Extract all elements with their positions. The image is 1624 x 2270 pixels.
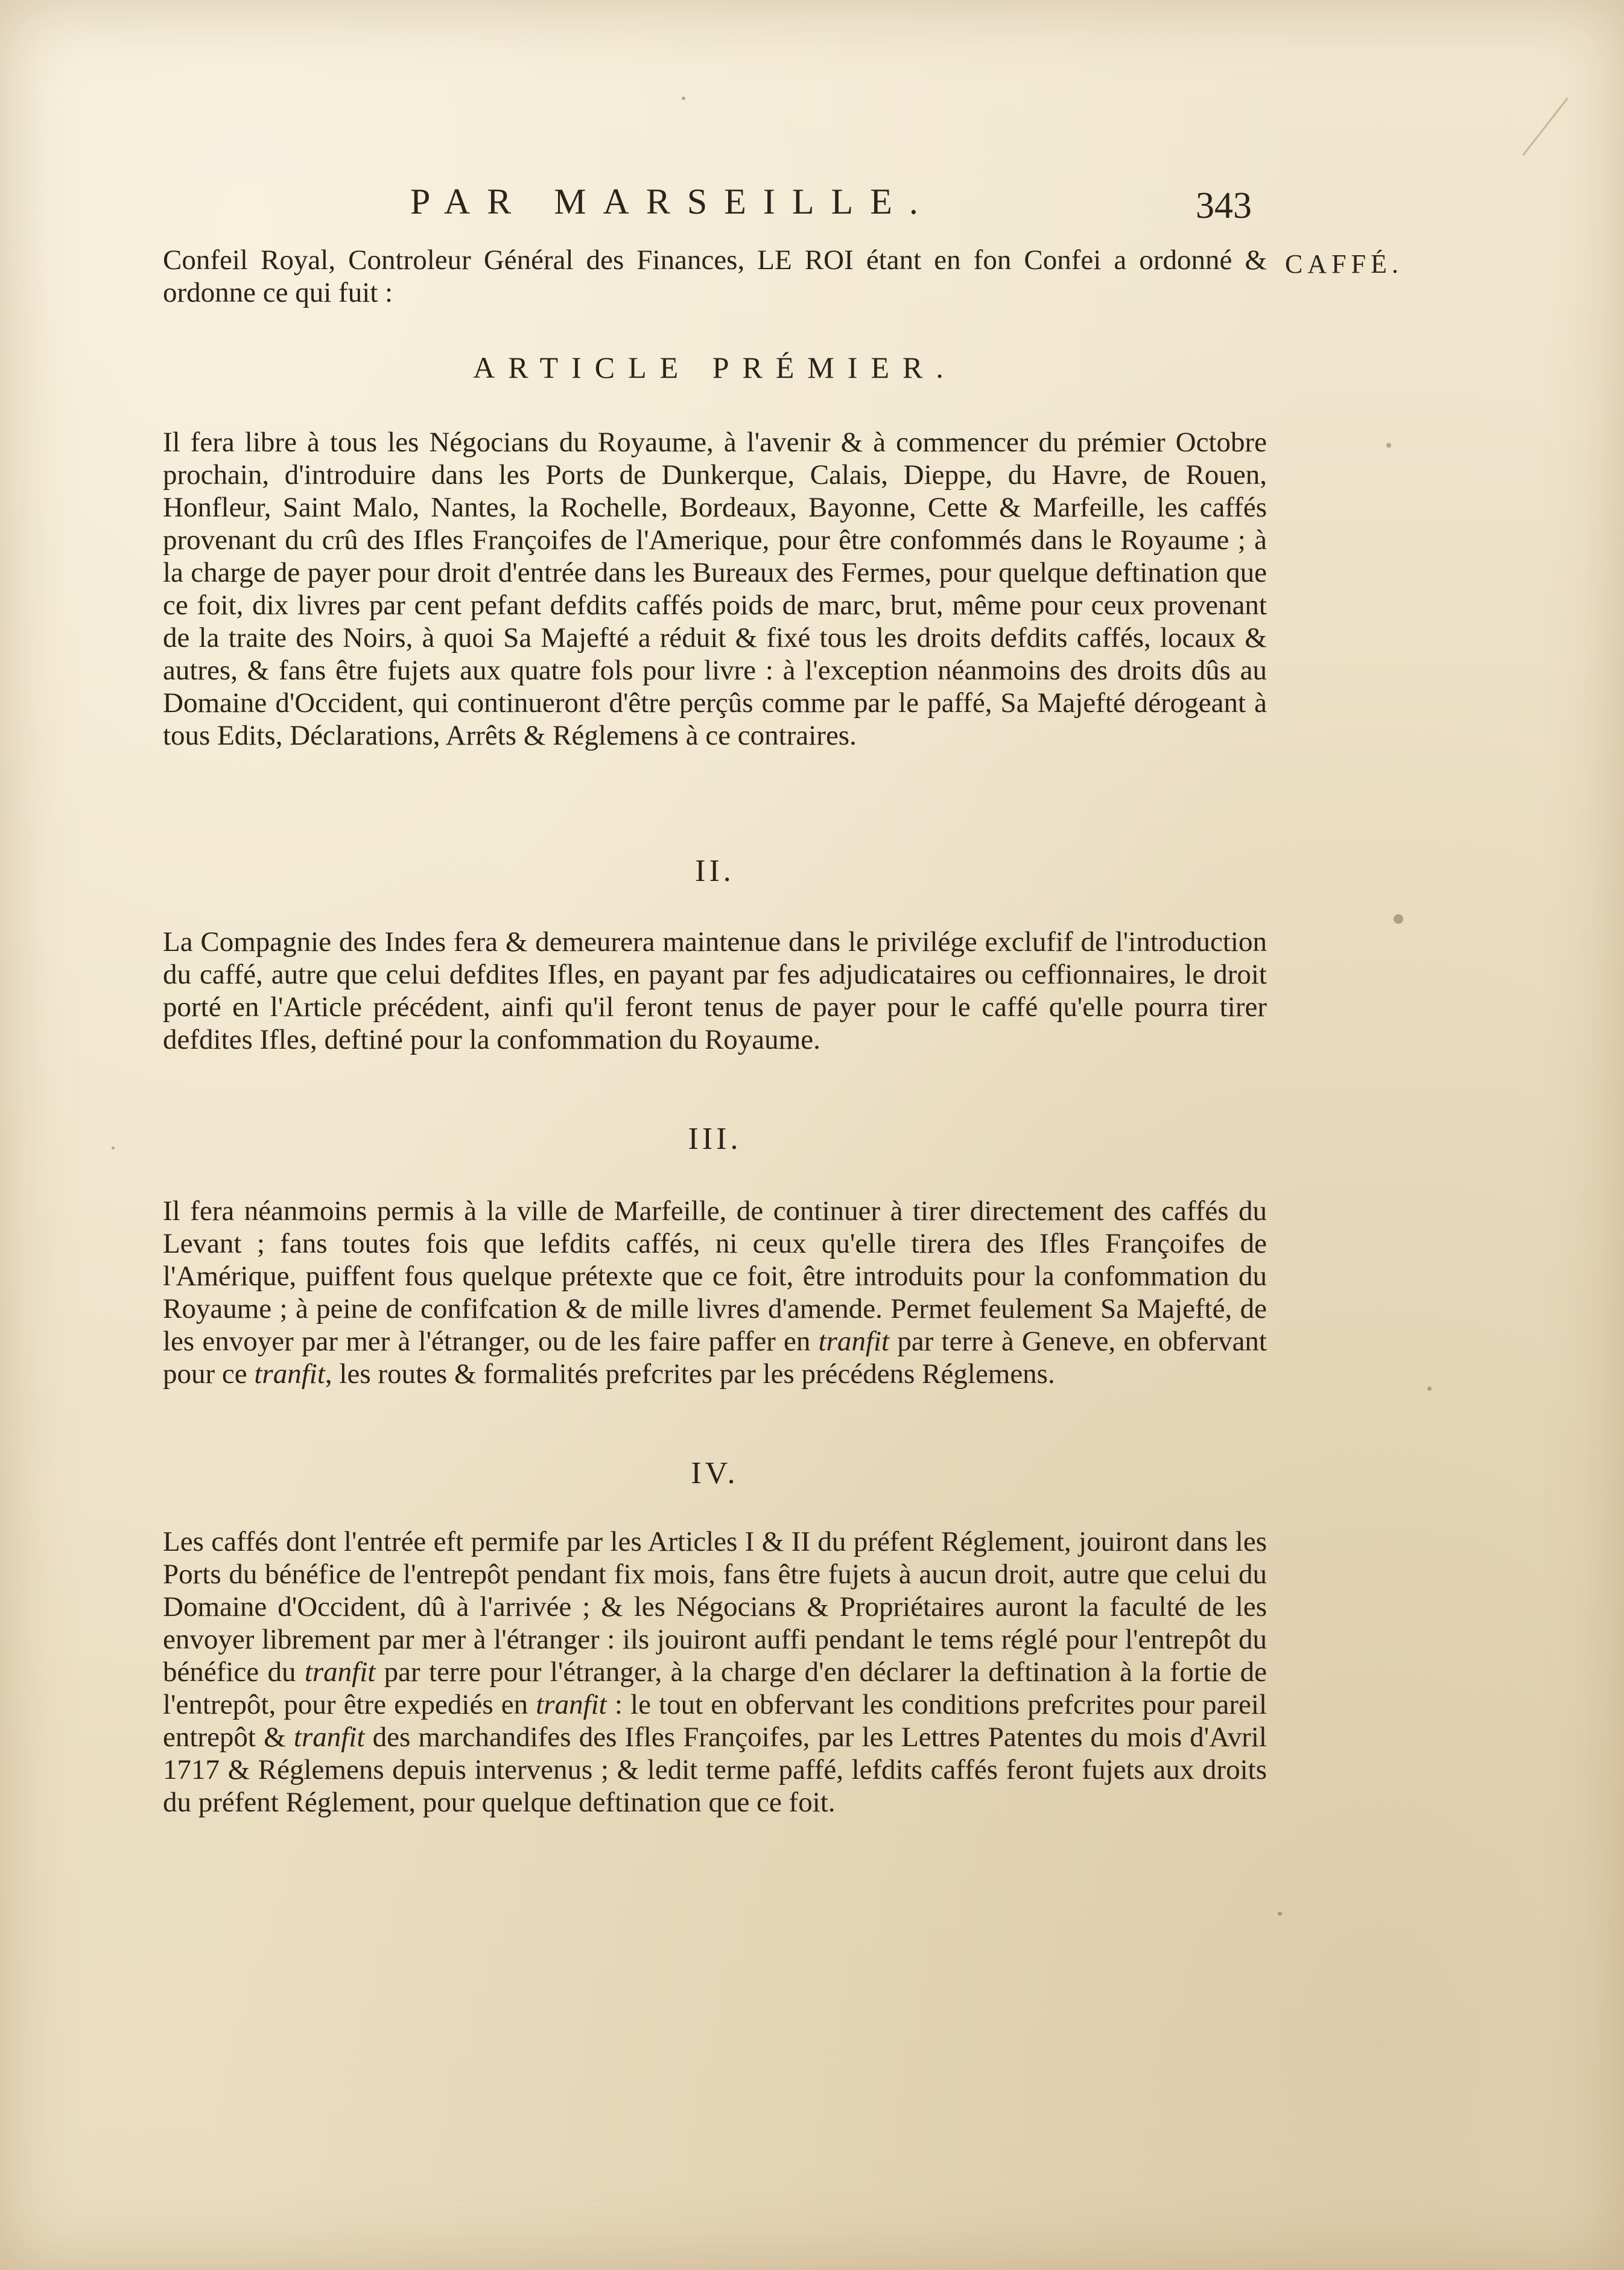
ink-speck	[682, 97, 685, 100]
article-4-text-2: par terre pour l'étranger, à la charge d'en déclarer la deftination à la fortie de l'entrepôt, pour être expediés en	[163, 1656, 1267, 1720]
article-3-text-after: , les routes & formalités prefcrites par les précédens Réglemens.	[325, 1358, 1055, 1390]
transit-italic: tranfit	[818, 1326, 890, 1357]
intro-paragraph: Confeil Royal, Controleur Général des Finances, LE ROI étant en fon Confei a ordonné & ordonne ce qui fuit :	[163, 244, 1267, 308]
article-1-paragraph: Il fera libre à tous les Négocians du Royaume, à l'avenir & à commencer du prémier Octobre prochain, d'introduire dans les Ports de Dunkerque, Calais, Dieppe, du Havre, de Rouen, Honfleur, Saint Malo, Nantes, la Rochelle, Bordeaux, Bayonne, Cette & Marfeille, les caffés provenant du crû des Ifles Françoifes de l'Amerique, pour être confommés dans le Royaume ; à la charge de payer pour droit d'entrée dans les Bureaux des Fermes, pour quelque deftination que ce foit, dix livres par cent pefant defdits caffés poids de marc, brut, même pour ceux provenant de la traite des Noirs, à quoi Sa Majefté a réduit & fixé tous les droits defdits caffés, locaux & autres, & fans être fujets aux quatre fols pour livre : à l'exception néanmoins des droits dûs au Domaine d'Occident, qui continueront d'être perçûs comme par le paffé, Sa Majefté dérogeant à tous Edits, Déclarations, Arrêts & Réglemens à ce contraires.	[163, 427, 1267, 751]
ink-speck	[112, 1146, 115, 1149]
article-3-paragraph	[163, 1195, 1267, 1390]
article-1-title: ARTICLE PRÉMIER.	[473, 351, 957, 384]
article-4-body	[163, 1525, 1267, 1819]
article-2-title: II.	[695, 854, 735, 888]
ink-speck	[1394, 914, 1403, 924]
ink-speck	[1427, 1387, 1432, 1391]
article-4-text-3: : le tout en obfervant les conditions prefcrites pour pareil entrepôt &	[163, 1689, 1267, 1753]
article-1-body	[163, 426, 1267, 752]
article-2-paragraph: La Compagnie des Indes fera & demeurera maintenue dans le privilége exclufif de l'introduction du caffé, autre que celui defdites Ifles, en payant par fes adjudicataires ou ceffionnaires, le droit porté en l'Article précédent, ainfi qu'il feront tenus de payer pour le caffé qu'elle pourra tirer defdites Ifles, deftiné pour la confommation du Royaume.	[163, 926, 1267, 1055]
margin-note: CAFFÉ.	[1285, 249, 1403, 279]
article-2-body	[163, 926, 1267, 1056]
article-4-title: IV.	[691, 1456, 739, 1490]
intro-text	[163, 244, 1267, 309]
ink-speck	[1278, 1912, 1282, 1916]
transit-italic: tranfit	[536, 1689, 607, 1720]
article-3-text-before: Il fera néanmoins permis à la ville de Marfeille, de continuer à tirer directement des caffés du Levant ; fans toutes fois que lefdits caffés, ni ceux qu'elle tirera des Ifles Françoifes de l'Amérique, puiffent fous quelque prétexte que ce foit, être introduits pour la confommation du Royaume ; à peine de confifcation & de mille livres d'amende. Permet feulement Sa Majefté, de les envoyer par mer à l'étranger, ou de les faire paffer en	[163, 1195, 1267, 1357]
page-number: 343	[1196, 185, 1252, 226]
article-4-paragraph	[163, 1525, 1267, 1819]
article-4-text-1: Les caffés dont l'entrée eft permife par les Articles I & II du préfent Réglement, jouiront dans les Ports du bénéfice de l'entrepôt pendant fix mois, fans être fujets à aucun droit, autre que celui du Domaine d'Occident, dû à l'arrivée ; & les Négocians & Propriétaires auront la faculté de les envoyer librement par mer à l'étranger : ils jouiront auffi pendant le tems réglé pour l'entrepôt du bénéfice du	[163, 1526, 1267, 1688]
paper-fold-mark	[1522, 98, 1568, 156]
transit-italic: tranfit	[304, 1656, 376, 1688]
article-3-body	[163, 1195, 1267, 1390]
article-3-text-middle: par terre à Geneve, en obfervant pour ce	[163, 1326, 1267, 1390]
running-head: PAR MARSEILLE.	[410, 182, 935, 221]
ink-speck	[1386, 443, 1391, 448]
article-4-text-4: des marchandifes des Ifles Françoifes, par les Lettres Patentes du mois d'Avril 1717 & Réglemens depuis intervenus ; & ledit terme paffé, lefdits caffés feront fujets aux droits du préfent Réglement, pour quelque deftination que ce foit.	[163, 1722, 1267, 1818]
article-3-title: III.	[688, 1122, 742, 1156]
transit-italic: tranfit	[254, 1358, 325, 1390]
transit-italic: tranfit	[293, 1722, 365, 1753]
